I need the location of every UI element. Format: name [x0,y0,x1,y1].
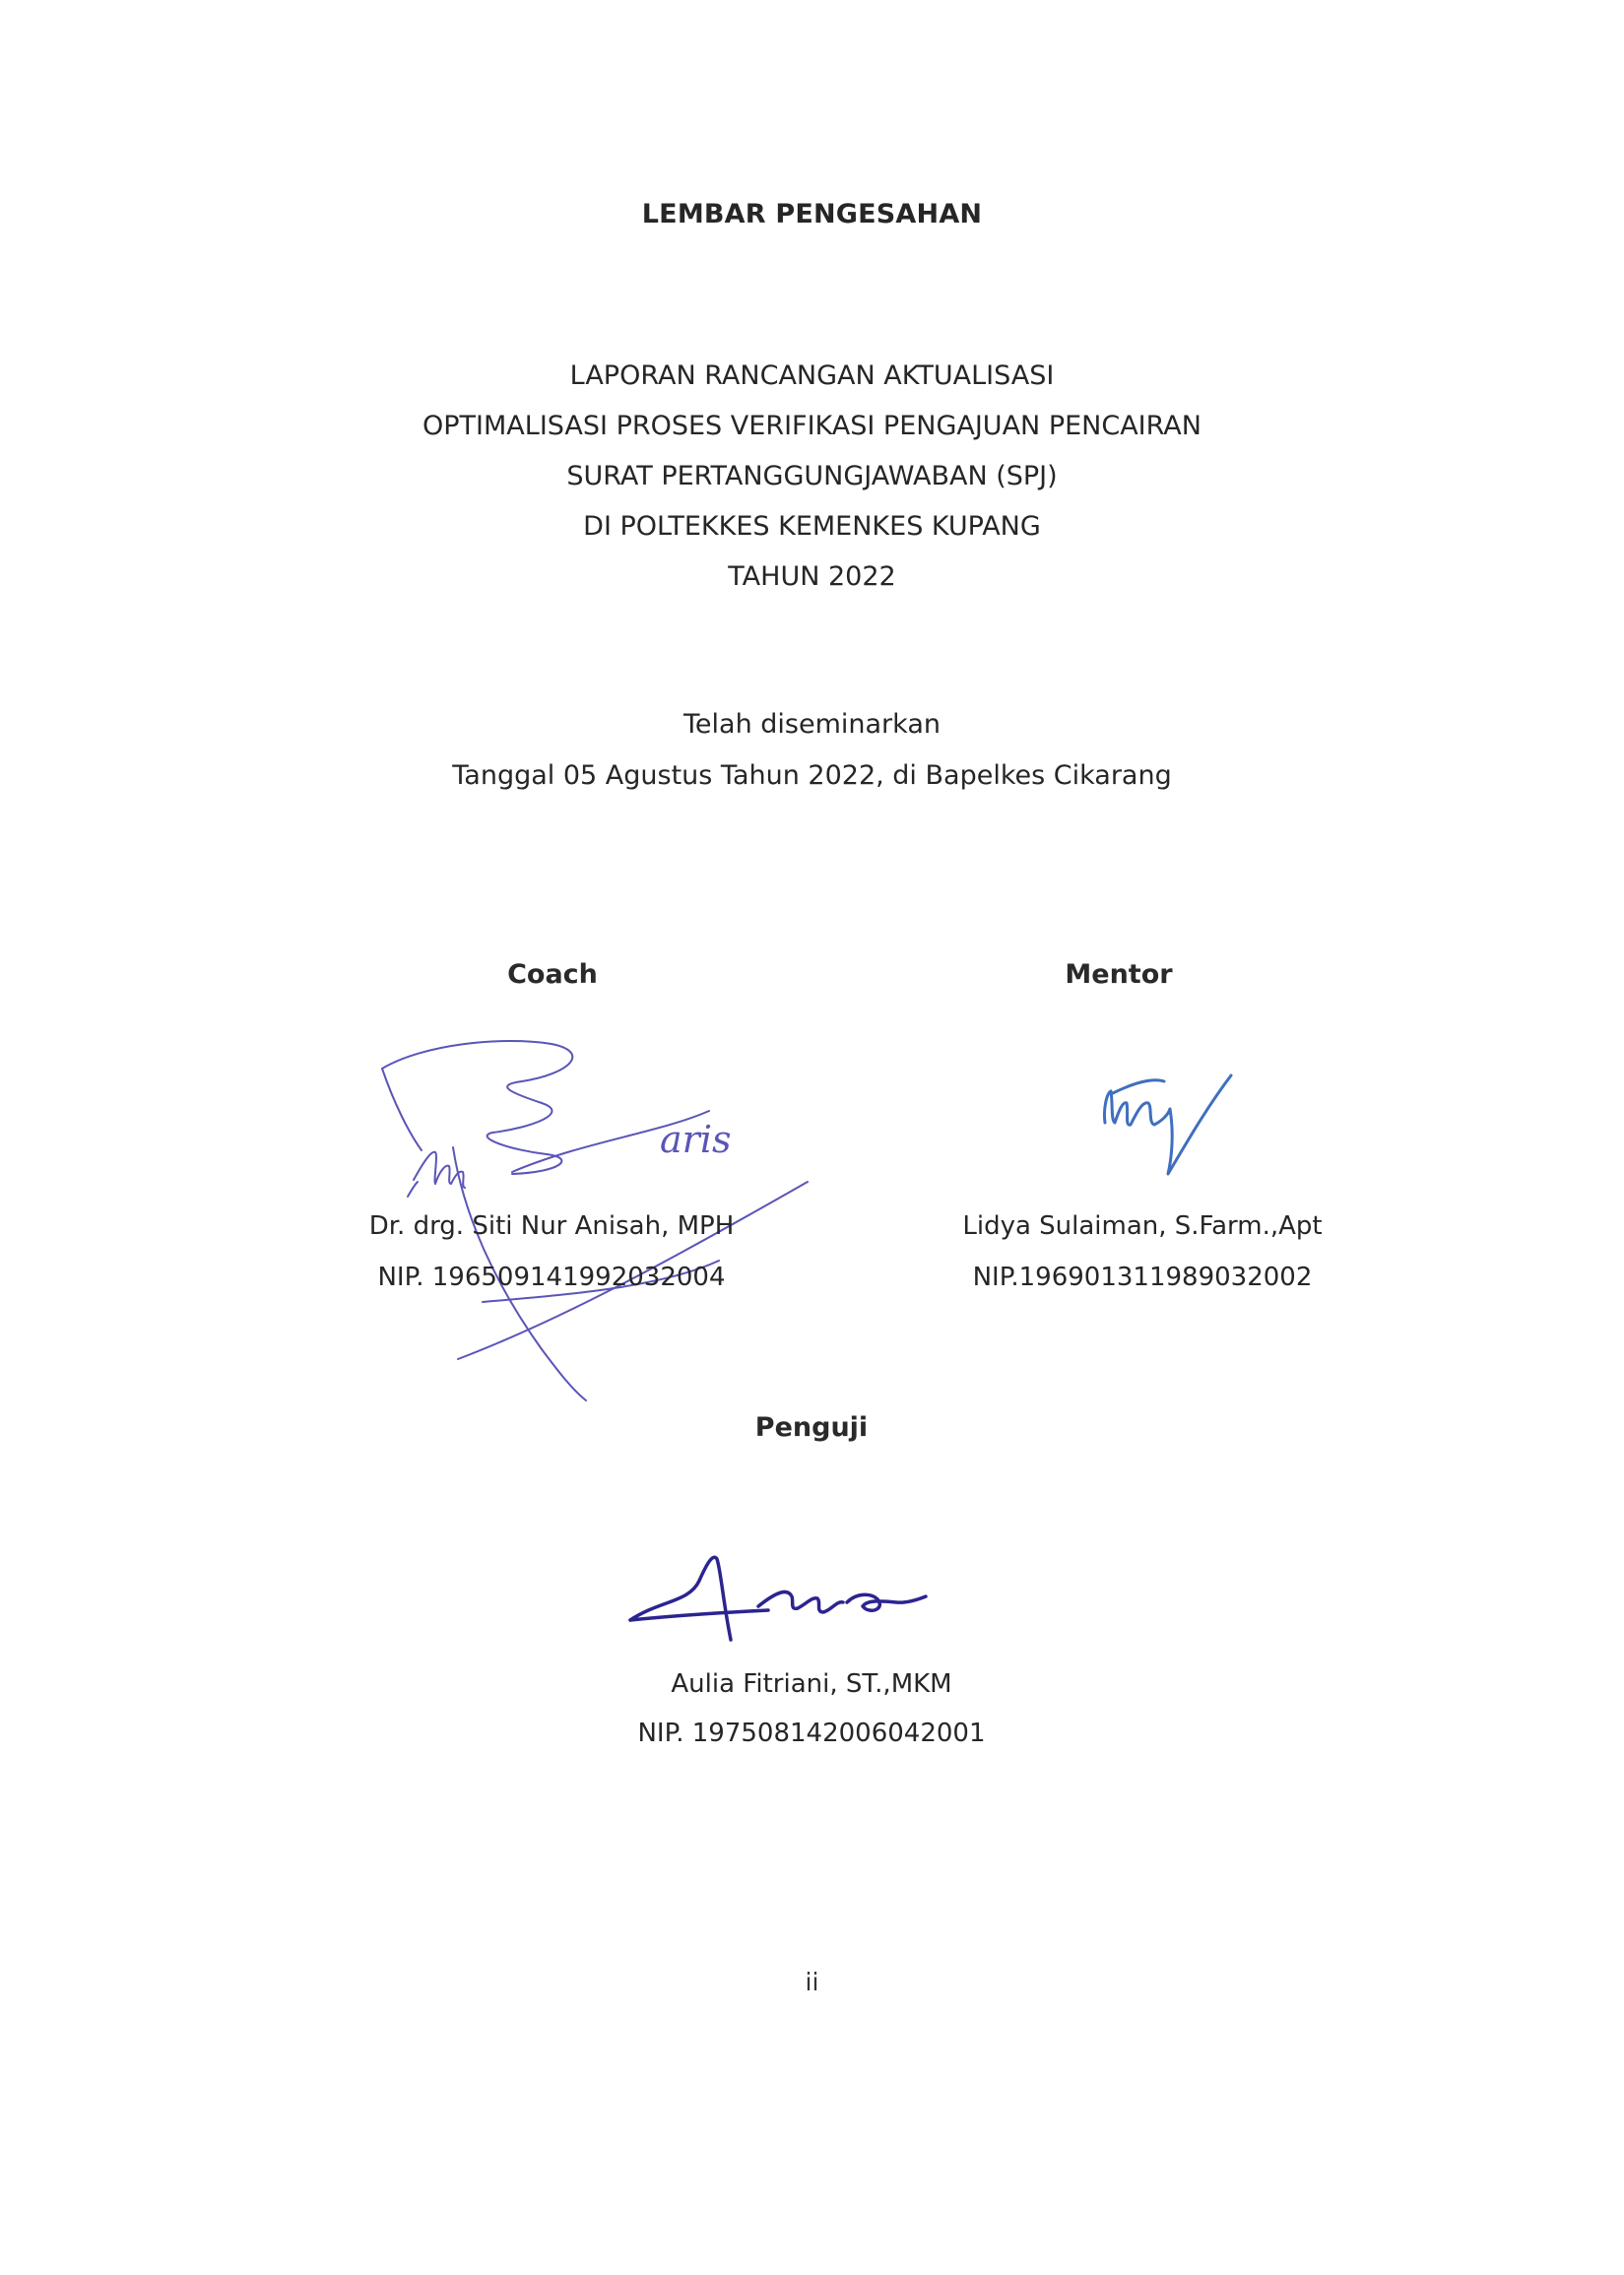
page-number: ii [805,1968,819,1996]
title-line: SURAT PERTANGGUNGJAWABAN (SPJ) [566,461,1058,491]
title-line: OPTIMALISASI PROSES VERIFIKASI PENGAJUAN PENCAIRAN [422,411,1202,441]
title-line: DI POLTEKKES KEMENKES KUPANG [583,511,1041,542]
penguji-label: Penguji [754,1412,869,1443]
penguji-signature [620,1541,945,1659]
coach-name: Dr. drg. Siti Nur Anisah, MPH [368,1211,735,1241]
mentor-signature [1093,1064,1251,1182]
coach-signature-script: aris [660,1118,732,1161]
mentor-nip: NIP.196901311989032002 [972,1263,1313,1292]
report-title [0,351,1624,602]
penguji-name: Aulia Fitriani, ST.,MKM [671,1669,952,1699]
page-heading: LEMBAR PENGESAHAN [641,199,983,229]
penguji-nip: NIP. 197508142006042001 [637,1719,986,1748]
coach-nip: NIP. 196509141992032004 [377,1263,726,1292]
seminar-info [0,699,1624,802]
title-line: LAPORAN RANCANGAN AKTUALISASI [569,360,1055,391]
seminar-statement: Telah diseminarkan [683,709,941,740]
mentor-label: Mentor [1065,959,1173,990]
title-line: TAHUN 2022 [728,561,896,592]
mentor-name: Lidya Sulaiman, S.Farm.,Apt [962,1211,1323,1241]
coach-label: Coach [507,959,598,990]
seminar-date-place: Tanggal 05 Agustus Tahun 2022, di Bapelkes Cikarang [452,760,1172,791]
